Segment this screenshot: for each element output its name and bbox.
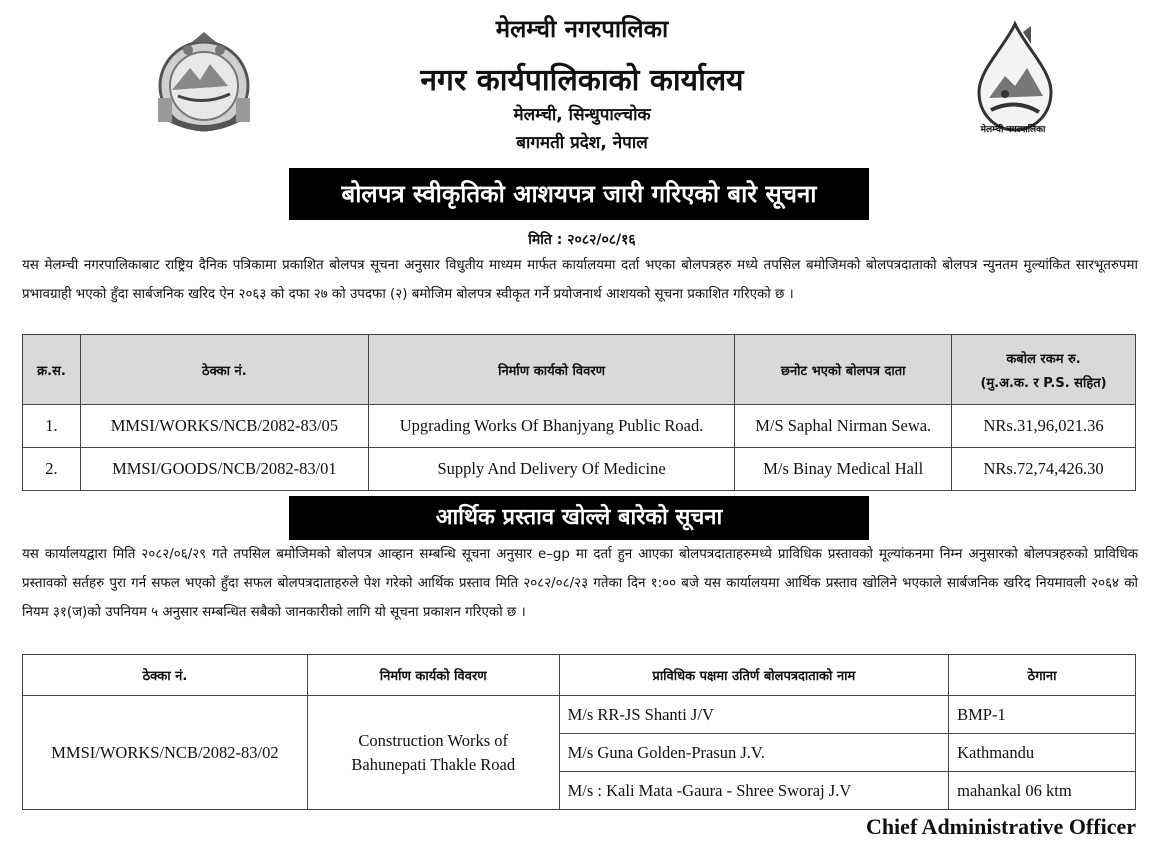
cell-bidder: M/s RR-JS Shanti J/V: [559, 696, 949, 734]
municipality-name: मेलम्ची नगरपालिका: [495, 15, 669, 43]
cell-work: Supply And Delivery Of Medicine: [368, 448, 735, 491]
cell-address: mahankal 06 ktm: [949, 772, 1136, 810]
cell-work: [307, 696, 559, 810]
cell-amount: NRs.31,96,021.36: [952, 405, 1136, 448]
notice1-body: यस मेलम्ची नगरपालिकाबाट राष्ट्रिय दैनिक पत्रिकामा प्रकाशित बोलपत्र सूचना अनुसार विधुतीय माध्यम मार्फत कार्यालयमा दर्ता भएका बोलपत्रहरु मध्ये तपसिल बमोजिमको बोलपत्रदाताको बोलपत्र न्युनतम मुल्यांकित सारभूतरुपमा प्रभावग्राही भएको हुँदा सार्बजनिक खरिद ऐन २०६३ को दफा २७ को उपदफा (२) बमोजिम बोलपत्र स्वीकृत गर्ने प्रयोजनार्थ आशयको सूचना प्रकाशित गरिएको छ ।: [22, 258, 1138, 302]
header-bidders: प्राविधिक पक्षमा उतिर्ण बोलपत्रदाताको नाम: [559, 655, 949, 696]
header-amount: [952, 335, 1136, 405]
notice2-body: यस कार्यालयद्वारा मिति २०८२/०६/२९ गते तपसिल बमोजिमको बोलपत्र आव्हान सम्बन्धि सूचना अनुसार e–gp मा दर्ता हुन आएका बोलपत्रदाताहरुमध्ये प्राविधिक प्रस्तावको मूल्यांकनमा निम्न अनुसारको बोलपत्रहरुको प्राविधिक प्रस्तावको सर्तहरु पुरा गर्न सफल भएको हुँदा सफल बोलपत्रदाताहरुले पेश गरेको आर्थिक प्रस्ताव मिति २०८२/०८/२३ गतेका दिन १:०० बजे यस कार्यालयमा आर्थिक प्रस्ताव खोलिने भएकाले सार्बजनिक खरिद नियमावली २०६४ को नियम ३१(ज)को उपनियम ५ अनुसार सम्बन्धित सबैको जानकारीको लागि यो सूचना प्रकाशन गरिएको छ ।: [22, 547, 1138, 620]
table-row: [23, 405, 1136, 448]
header-work: निर्माण कार्यको विवरण: [368, 335, 735, 405]
cell-sn: 1.: [23, 405, 81, 448]
cell-contract: MMSI/WORKS/NCB/2082-83/05: [80, 405, 368, 448]
notice2-title: आर्थिक प्रस्ताव खोल्ले बारेको सूचना: [289, 496, 869, 540]
cell-contract: MMSI/GOODS/NCB/2082-83/01: [80, 448, 368, 491]
notice-date: मिति : २०८२/०८/१६: [528, 232, 636, 248]
cell-work-line2: Bahunepati Thakle Road: [351, 754, 516, 774]
cell-work: Upgrading Works Of Bhanjyang Public Road.: [368, 405, 735, 448]
header-bidder: छनोट भएको बोलपत्र दाता: [735, 335, 952, 405]
cell-bidder: M/S Saphal Nirman Sewa.: [735, 405, 952, 448]
award-table: [22, 334, 1136, 491]
table-row: [23, 448, 1136, 491]
cell-address: BMP-1: [949, 696, 1136, 734]
cell-address: Kathmandu: [949, 734, 1136, 772]
cell-work-line1: Construction Works of: [358, 730, 509, 750]
proposal-table-header: [23, 655, 1136, 696]
signature-title: Chief Administrative Officer: [865, 814, 1136, 839]
header-amount-line2: (मु.अ.क. र P.S. सहित): [980, 375, 1107, 391]
header-address: ठेगाना: [949, 655, 1136, 696]
office-province: बागमती प्रदेश, नेपाल: [516, 133, 648, 153]
header-sn: क्र.स.: [23, 335, 81, 405]
notice1-title: बोलपत्र स्वीकृतिको आशयपत्र जारी गरिएको बारे सूचना: [289, 168, 869, 220]
office-address: मेलम्ची, सिन्धुपाल्चोक: [513, 105, 651, 125]
cell-bidder: M/s : Kali Mata -Gaura - Shree Sworaj J.V: [559, 772, 949, 810]
office-name: नगर कार्यपालिकाको कार्यालय: [420, 63, 744, 98]
cell-sn: 2.: [23, 448, 81, 491]
header-contract: ठेक्का नं.: [23, 655, 308, 696]
header-contract: ठेक्का नं.: [80, 335, 368, 405]
cell-bidder: M/s Binay Medical Hall: [735, 448, 952, 491]
cell-bidder: M/s Guna Golden-Prasun J.V.: [559, 734, 949, 772]
cell-contract: MMSI/WORKS/NCB/2082-83/02: [23, 696, 308, 810]
table-row: [23, 696, 1136, 734]
logo-caption: मेलम्ची नगरपालिका: [980, 125, 1046, 135]
award-table-header: [23, 335, 1136, 405]
financial-proposal-table: [22, 654, 1136, 810]
cell-amount: NRs.72,74,426.30: [952, 448, 1136, 491]
header-work: निर्माण कार्यको विवरण: [307, 655, 559, 696]
header-amount-line1: कबोल रकम रु.: [1006, 351, 1081, 367]
